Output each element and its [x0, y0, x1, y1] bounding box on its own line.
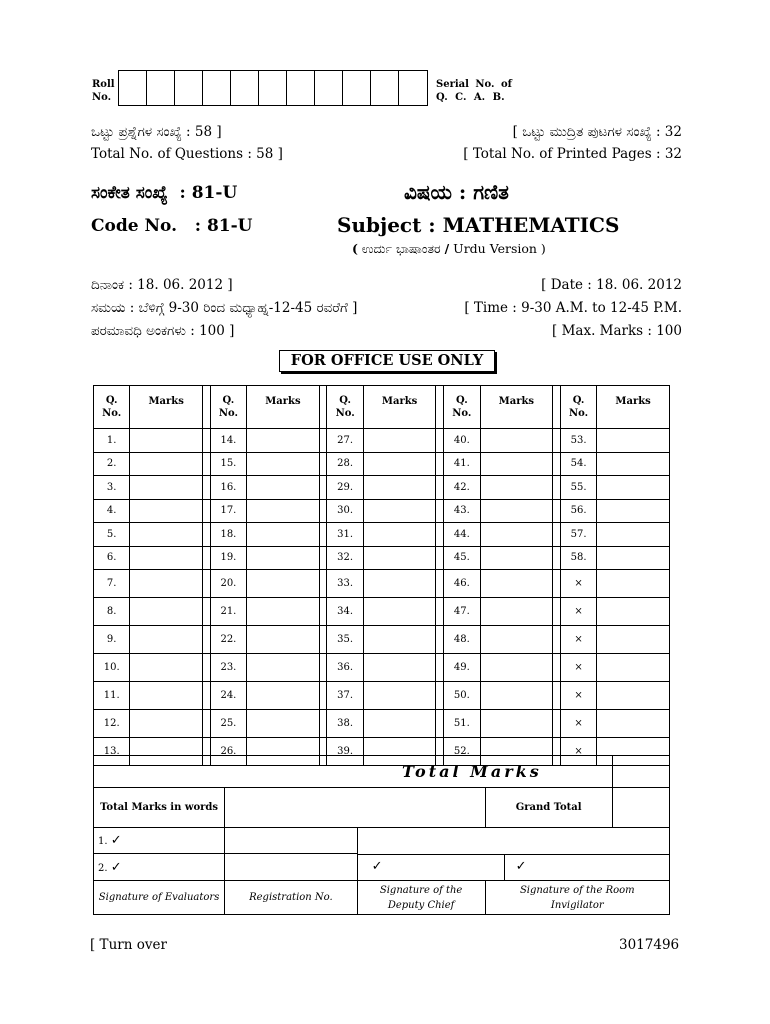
booklet-code: 3017496: [619, 937, 680, 953]
column-spacer: [436, 598, 444, 626]
check-icon: ✓: [110, 833, 122, 848]
column-spacer: [319, 570, 327, 598]
question-number: 43.: [444, 499, 480, 523]
max-marks-kannada: ಪರಮಾವಧಿ ಅಂಕಗಳು : 100 ]: [91, 323, 235, 339]
q-no-header: Q. No.: [327, 386, 363, 429]
question-number: 33.: [327, 570, 363, 598]
question-number: 24.: [210, 682, 246, 710]
marks-row: [94, 710, 670, 738]
subject-english: Subject : MATHEMATICS: [337, 213, 620, 237]
version-label: ( ಉರ್ದು ಭಾಷಾಂತರ / Urdu Version ): [352, 241, 546, 256]
column-spacer: [319, 626, 327, 654]
marks-entry-cell[interactable]: [247, 523, 320, 547]
marks-entry-cell[interactable]: [247, 429, 320, 453]
marks-entry-cell[interactable]: [480, 598, 553, 626]
question-number: 38.: [327, 710, 363, 738]
marks-row: [94, 476, 670, 500]
question-number: 25.: [210, 710, 246, 738]
column-spacer: [202, 476, 210, 500]
question-number: 41.: [444, 452, 480, 476]
question-number: ×: [560, 626, 596, 654]
column-spacer: [436, 654, 444, 682]
totals-table: [93, 755, 670, 915]
question-number: 34.: [327, 598, 363, 626]
marks-entry-cell[interactable]: [363, 499, 436, 523]
marks-entry-cell[interactable]: [130, 546, 203, 570]
column-spacer: [553, 546, 561, 570]
column-spacer: [319, 682, 327, 710]
column-spacer: [202, 654, 210, 682]
marks-entry-cell[interactable]: [480, 429, 553, 453]
question-number: 26.: [210, 738, 246, 766]
marks-entry-cell[interactable]: [480, 626, 553, 654]
column-spacer: [319, 476, 327, 500]
column-spacer: [436, 710, 444, 738]
marks-entry-cell[interactable]: [247, 654, 320, 682]
questions-count-kannada: ಒಟ್ಟು ಪ್ರಶ್ನೆಗಳ ಸಂಖ್ಯೆ : 58 ]: [91, 124, 222, 140]
question-number: ×: [560, 710, 596, 738]
questions-count-english: Total No. of Questions : 58 ]: [91, 146, 283, 162]
marks-row: [94, 682, 670, 710]
column-spacer: [202, 626, 210, 654]
question-number: 53.: [560, 429, 596, 453]
column-spacer: [202, 570, 210, 598]
roll-box[interactable]: [371, 71, 399, 105]
marks-entry-cell[interactable]: [363, 546, 436, 570]
marks-entry-cell[interactable]: [480, 499, 553, 523]
marks-entry-cell[interactable]: [130, 710, 203, 738]
marks-header: Marks: [247, 386, 320, 429]
marks-entry-cell[interactable]: [130, 682, 203, 710]
question-number: 11.: [94, 682, 130, 710]
column-spacer: [319, 429, 327, 453]
roll-box[interactable]: [203, 71, 231, 105]
question-number: 39.: [327, 738, 363, 766]
check-icon: ✓: [371, 859, 383, 874]
question-number: 15.: [210, 452, 246, 476]
marks-entry-cell[interactable]: [247, 499, 320, 523]
question-number: 9.: [94, 626, 130, 654]
question-number: 46.: [444, 570, 480, 598]
column-spacer: [319, 452, 327, 476]
code-english: Code No. : 81-U: [91, 216, 253, 236]
marks-entry-cell[interactable]: [597, 523, 670, 547]
marks-entry-cell[interactable]: [597, 429, 670, 453]
question-number: 1.: [94, 429, 130, 453]
marks-entry-cell[interactable]: [597, 710, 670, 738]
question-number: 37.: [327, 682, 363, 710]
q-no-header: Q. No.: [444, 386, 480, 429]
marks-row: [94, 570, 670, 598]
marks-entry-cell[interactable]: [130, 626, 203, 654]
marks-header: Marks: [597, 386, 670, 429]
column-spacer: [202, 598, 210, 626]
registration-cell-2[interactable]: [225, 854, 358, 881]
roll-box[interactable]: [399, 71, 427, 105]
evaluator-row-2[interactable]: 2. ✓: [94, 854, 225, 881]
date-kannada: ದಿನಾಂಕ : 18. 06. 2012 ]: [91, 277, 233, 293]
roll-number-boxes[interactable]: [118, 70, 428, 106]
deputy-chief-signature-label: Signature of the Deputy Chief: [357, 881, 485, 915]
roll-number-label: Roll No.: [92, 79, 115, 103]
question-number: 48.: [444, 626, 480, 654]
marks-entry-cell[interactable]: [480, 452, 553, 476]
column-spacer: [202, 386, 210, 429]
marks-entry-cell[interactable]: [363, 476, 436, 500]
q-no-header: Q. No.: [94, 386, 130, 429]
question-number: 54.: [560, 452, 596, 476]
marks-entry-cell[interactable]: [247, 598, 320, 626]
question-number: 32.: [327, 546, 363, 570]
column-spacer: [553, 523, 561, 547]
question-number: 56.: [560, 499, 596, 523]
marks-entry-cell[interactable]: [597, 682, 670, 710]
marks-entry-cell[interactable]: [247, 626, 320, 654]
marks-entry-cell[interactable]: [363, 710, 436, 738]
column-spacer: [436, 570, 444, 598]
column-spacer: [319, 654, 327, 682]
q-no-header: Q. No.: [560, 386, 596, 429]
marks-row: [94, 654, 670, 682]
grand-total-cell[interactable]: [612, 788, 669, 828]
registration-cell-1[interactable]: [225, 828, 358, 854]
marks-entry-cell[interactable]: [597, 476, 670, 500]
office-use-title: FOR OFFICE USE ONLY: [279, 350, 495, 372]
column-spacer: [202, 682, 210, 710]
question-number: 30.: [327, 499, 363, 523]
marks-entry-cell[interactable]: [597, 598, 670, 626]
question-number: 18.: [210, 523, 246, 547]
marks-row: [94, 546, 670, 570]
marks-entry-cell[interactable]: [363, 654, 436, 682]
column-spacer: [436, 546, 444, 570]
marks-entry-cell[interactable]: [363, 452, 436, 476]
column-spacer: [436, 626, 444, 654]
marks-table-header: [94, 386, 670, 429]
column-spacer: [436, 452, 444, 476]
marks-entry-cell[interactable]: [130, 570, 203, 598]
column-spacer: [319, 546, 327, 570]
question-number: 13.: [94, 738, 130, 766]
time-english: [ Time : 9-30 A.M. to 12-45 P.M.: [464, 300, 682, 316]
marks-entry-cell[interactable]: [480, 546, 553, 570]
question-number: 35.: [327, 626, 363, 654]
time-kannada: ಸಮಯ : ಬೆಳಿಗ್ಗೆ 9-30 ರಿಂದ ಮಧ್ಯಾಹ್ನ-12-45 ರವರೆಗೆ ]: [91, 300, 358, 316]
check-icon: ✓: [515, 859, 527, 874]
question-number: 20.: [210, 570, 246, 598]
total-marks-words-cell[interactable]: [225, 788, 485, 828]
marks-entry-cell[interactable]: [480, 523, 553, 547]
question-number: 36.: [327, 654, 363, 682]
check-icon: ✓: [110, 859, 122, 875]
total-marks-words-label: Total Marks in words: [94, 788, 225, 828]
marks-entry-cell[interactable]: [247, 570, 320, 598]
marks-entry-cell[interactable]: [130, 523, 203, 547]
question-number: 52.: [444, 738, 480, 766]
pages-count-english: [ Total No. of Printed Pages : 32: [463, 146, 682, 162]
marks-entry-cell[interactable]: [480, 710, 553, 738]
marks-entry-cell[interactable]: [247, 476, 320, 500]
question-number: 3.: [94, 476, 130, 500]
marks-entry-cell[interactable]: [363, 682, 436, 710]
marks-entry-cell[interactable]: [363, 429, 436, 453]
column-spacer: [436, 523, 444, 547]
marks-row: [94, 452, 670, 476]
marks-entry-cell[interactable]: [363, 570, 436, 598]
question-number: 10.: [94, 654, 130, 682]
question-number: 47.: [444, 598, 480, 626]
marks-entry-cell[interactable]: [363, 598, 436, 626]
evaluator-row-1[interactable]: 1. ✓: [94, 828, 225, 854]
marks-entry-cell[interactable]: [597, 626, 670, 654]
question-number: 58.: [560, 546, 596, 570]
question-number: 2.: [94, 452, 130, 476]
chief-signature-area[interactable]: [357, 828, 669, 881]
question-number: 7.: [94, 570, 130, 598]
marks-header: Marks: [480, 386, 553, 429]
marks-entry-cell[interactable]: [597, 499, 670, 523]
column-spacer: [436, 682, 444, 710]
registration-number-label: Registration No.: [225, 881, 358, 915]
question-number: ×: [560, 570, 596, 598]
column-spacer: [319, 386, 327, 429]
marks-entry-cell[interactable]: [247, 710, 320, 738]
column-spacer: [553, 598, 561, 626]
marks-entry-cell[interactable]: [130, 654, 203, 682]
date-english: [ Date : 18. 06. 2012: [541, 277, 682, 293]
marks-entry-cell[interactable]: [247, 452, 320, 476]
column-spacer: [319, 499, 327, 523]
pages-count-kannada: [ ಒಟ್ಟು ಮುದ್ರಿತ ಪುಟಗಳ ಸಂಖ್ಯೆ : 32: [512, 124, 682, 140]
column-spacer: [319, 710, 327, 738]
question-number: 19.: [210, 546, 246, 570]
marks-entry-cell[interactable]: [130, 499, 203, 523]
column-spacer: [553, 570, 561, 598]
marks-entry-cell[interactable]: [597, 654, 670, 682]
column-spacer: [202, 546, 210, 570]
marks-entry-cell[interactable]: [130, 476, 203, 500]
question-number: 22.: [210, 626, 246, 654]
roll-box[interactable]: [315, 71, 343, 105]
column-spacer: [436, 386, 444, 429]
question-number: 45.: [444, 546, 480, 570]
question-number: ×: [560, 682, 596, 710]
question-number: 21.: [210, 598, 246, 626]
column-spacer: [319, 598, 327, 626]
question-number: 51.: [444, 710, 480, 738]
column-spacer: [553, 476, 561, 500]
column-spacer: [202, 523, 210, 547]
question-number: 12.: [94, 710, 130, 738]
q-no-header: Q. No.: [210, 386, 246, 429]
question-number: 49.: [444, 654, 480, 682]
marks-entry-cell[interactable]: [480, 654, 553, 682]
roll-box[interactable]: [175, 71, 203, 105]
question-number: 42.: [444, 476, 480, 500]
marks-entry-cell[interactable]: [480, 682, 553, 710]
question-number: 57.: [560, 523, 596, 547]
column-spacer: [553, 654, 561, 682]
roll-box[interactable]: [287, 71, 315, 105]
room-invigilator-signature-label: Signature of the Room Invigilator: [485, 881, 669, 915]
column-spacer: [553, 452, 561, 476]
turn-over-label: [ Turn over: [90, 937, 167, 953]
evaluators-signature-label: Signature of Evaluators: [94, 881, 225, 915]
max-marks-english: [ Max. Marks : 100: [552, 323, 682, 339]
marks-row: [94, 429, 670, 453]
question-number: ×: [560, 654, 596, 682]
question-number: 28.: [327, 452, 363, 476]
column-spacer: [553, 710, 561, 738]
code-kannada: ಸಂಕೇತ ಸಂಖ್ಯೆ : 81-U: [91, 183, 238, 203]
question-number: 50.: [444, 682, 480, 710]
marks-entry-cell[interactable]: [247, 546, 320, 570]
column-spacer: [202, 710, 210, 738]
roll-box[interactable]: [231, 71, 259, 105]
question-number: 23.: [210, 654, 246, 682]
marks-entry-cell[interactable]: [130, 452, 203, 476]
question-number: ×: [560, 598, 596, 626]
marks-entry-cell[interactable]: [363, 626, 436, 654]
column-spacer: [436, 499, 444, 523]
marks-entry-cell[interactable]: [480, 476, 553, 500]
marks-entry-cell[interactable]: [130, 598, 203, 626]
total-marks-cell[interactable]: [612, 756, 669, 788]
column-spacer: [553, 429, 561, 453]
marks-entry-cell[interactable]: [247, 682, 320, 710]
question-number: 55.: [560, 476, 596, 500]
column-spacer: [319, 523, 327, 547]
marks-table: [93, 385, 670, 766]
column-spacer: [202, 429, 210, 453]
column-spacer: [202, 499, 210, 523]
column-spacer: [436, 429, 444, 453]
marks-entry-cell[interactable]: [597, 546, 670, 570]
question-number: 4.: [94, 499, 130, 523]
question-number: 29.: [327, 476, 363, 500]
subject-kannada: ವಿಷಯ : ಗಣಿತ: [404, 180, 509, 204]
marks-entry-cell[interactable]: [130, 429, 203, 453]
roll-box[interactable]: [259, 71, 287, 105]
grand-total-label: Grand Total: [485, 788, 612, 828]
column-spacer: [553, 682, 561, 710]
marks-entry-cell[interactable]: [597, 570, 670, 598]
question-number: 27.: [327, 429, 363, 453]
roll-box[interactable]: [119, 71, 147, 105]
question-number: 5.: [94, 523, 130, 547]
marks-header: Marks: [130, 386, 203, 429]
total-marks-label: Total Marks: [94, 756, 613, 788]
marks-row: [94, 523, 670, 547]
roll-box[interactable]: [343, 71, 371, 105]
marks-entry-cell[interactable]: [480, 570, 553, 598]
question-number: 6.: [94, 546, 130, 570]
question-number: ×: [560, 738, 596, 766]
question-number: 16.: [210, 476, 246, 500]
serial-number-label: Serial No. of Q. C. A. B.: [436, 79, 512, 103]
marks-entry-cell[interactable]: [363, 523, 436, 547]
marks-row: [94, 598, 670, 626]
question-number: 40.: [444, 429, 480, 453]
column-spacer: [553, 499, 561, 523]
marks-row: [94, 626, 670, 654]
marks-entry-cell[interactable]: [597, 452, 670, 476]
question-number: 8.: [94, 598, 130, 626]
marks-header: Marks: [363, 386, 436, 429]
question-number: 44.: [444, 523, 480, 547]
marks-row: [94, 499, 670, 523]
column-spacer: [436, 476, 444, 500]
question-number: 31.: [327, 523, 363, 547]
column-spacer: [553, 386, 561, 429]
column-spacer: [202, 452, 210, 476]
column-spacer: [553, 626, 561, 654]
roll-box[interactable]: [147, 71, 175, 105]
question-number: 17.: [210, 499, 246, 523]
question-number: 14.: [210, 429, 246, 453]
